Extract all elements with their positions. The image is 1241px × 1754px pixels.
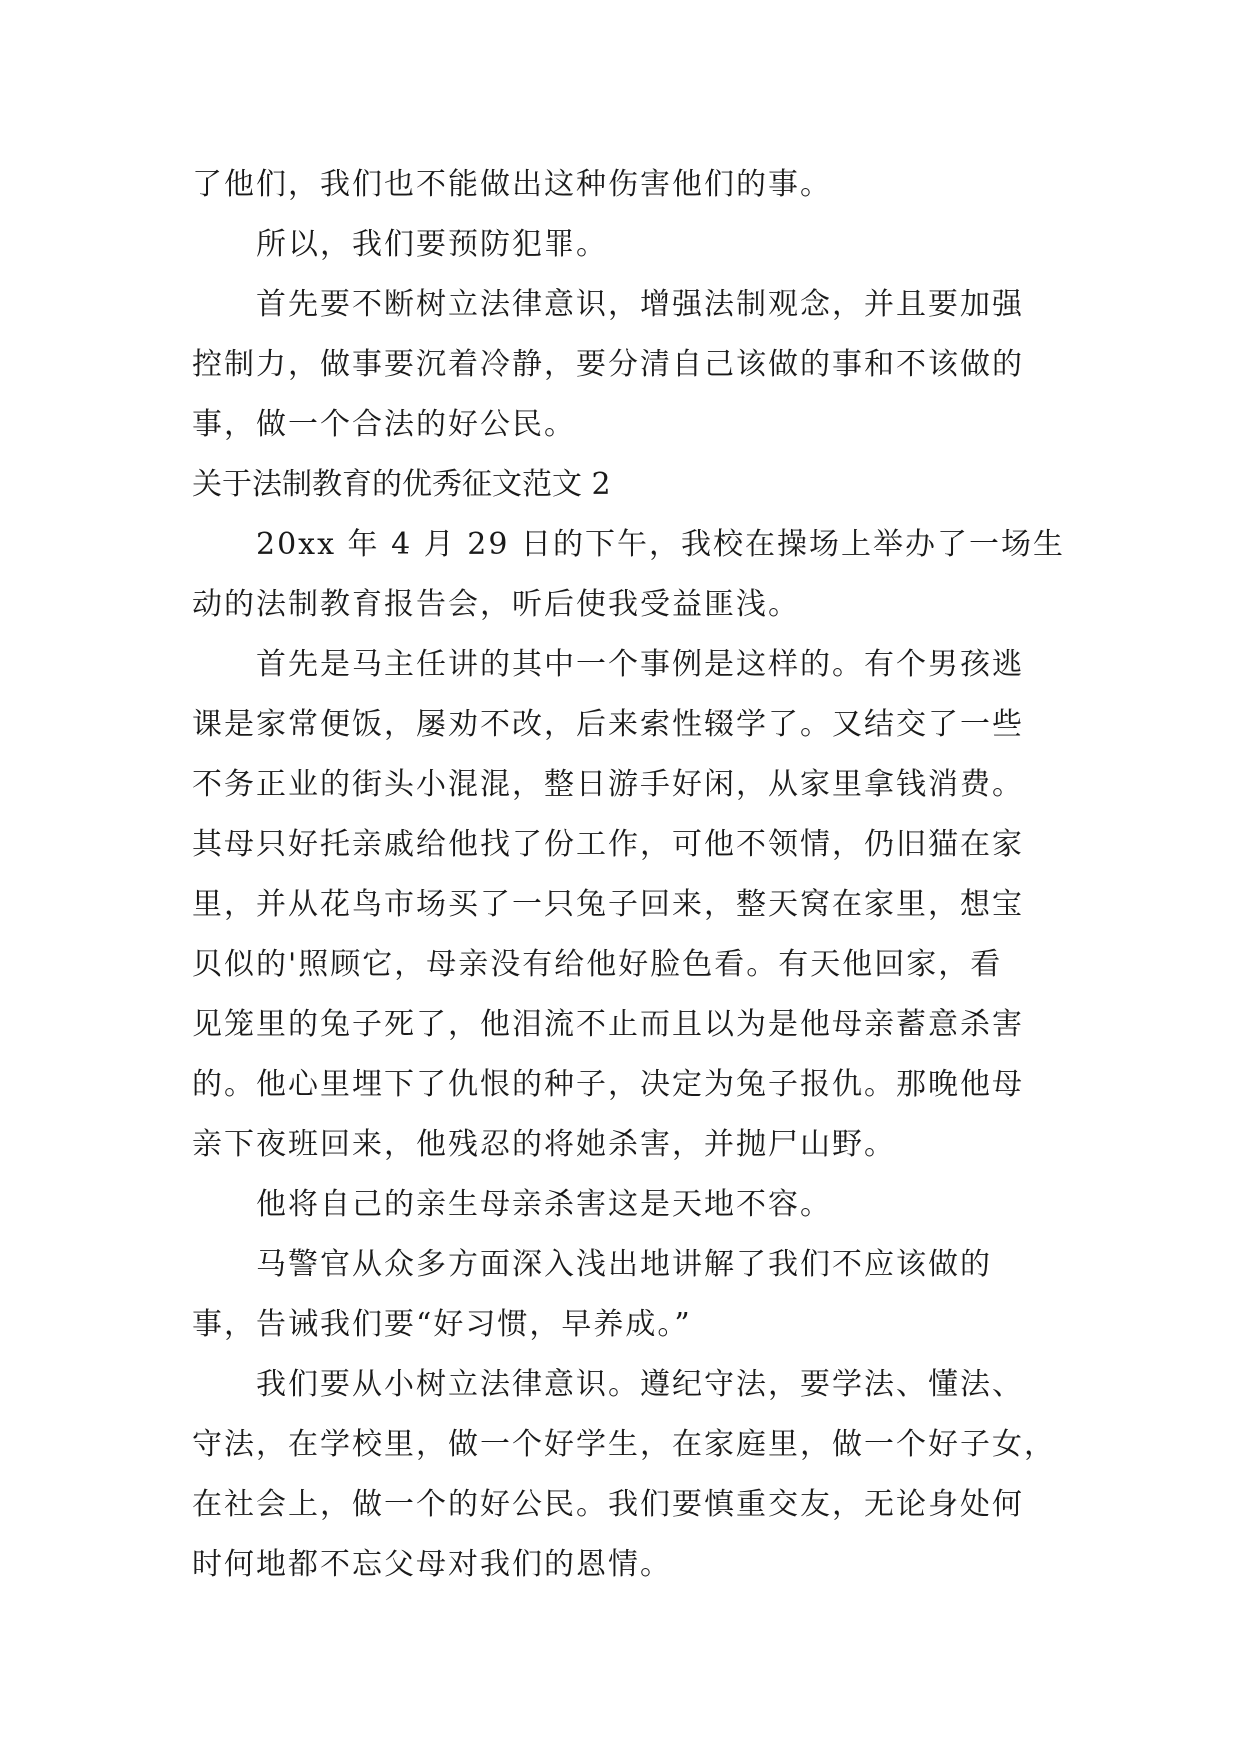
text-line: 动的法制教育报告会，听后使我受益匪浅。 [192, 587, 800, 622]
section-heading [192, 455, 1067, 515]
text-line: 了他们，我们也不能做出这种伤害他们的事。 [192, 167, 832, 202]
paragraph [192, 275, 1067, 455]
document-body [192, 155, 1067, 1595]
text-line: 亲下夜班回来，他残忍的将她杀害，并抛尸山野。 [192, 1127, 896, 1162]
text-line: 的。他心里埋下了仇恨的种子，决定为兔子报仇。那晚他母 [192, 1067, 1024, 1102]
text-line: 课是家常便饭，屡劝不改，后来索性辍学了。又结交了一些 [192, 707, 1024, 742]
text-line: 首先要不断树立法律意识，增强法制观念，并且要加强 [256, 287, 1024, 322]
text-line: 所以，我们要预防犯罪。 [256, 227, 608, 262]
text-line: 他将自己的亲生母亲杀害这是天地不容。 [256, 1187, 832, 1222]
text-line: 守法，在学校里，做一个好学生，在家庭里，做一个好子女， [192, 1427, 1056, 1462]
text-line: 时何地都不忘父母对我们的恩情。 [192, 1547, 672, 1582]
paragraph [192, 215, 1067, 275]
text-line: 事，做一个合法的好公民。 [192, 407, 576, 442]
heading-text: 关于法制教育的优秀征文范文 2 [192, 467, 611, 502]
text-line: 贝似的'照顾它，母亲没有给他好脸色看。有天他回家，看 [192, 947, 1003, 982]
text-line: 不务正业的街头小混混，整日游手好闲，从家里拿钱消费。 [192, 767, 1024, 802]
text-line: 在社会上，做一个的好公民。我们要慎重交友，无论身处何 [192, 1487, 1024, 1522]
text-line: 马警官从众多方面深入浅出地讲解了我们不应该做的 [256, 1247, 992, 1282]
text-line: 见笼里的兔子死了，他泪流不止而且以为是他母亲蓄意杀害 [192, 1007, 1024, 1042]
paragraph [192, 1235, 1067, 1355]
paragraph [192, 515, 1067, 635]
text-line: 里，并从花鸟市场买了一只兔子回来，整天窝在家里，想宝 [192, 887, 1024, 922]
text-line: 其母只好托亲戚给他找了份工作，可他不领情，仍旧猫在家 [192, 827, 1024, 862]
text-line: 事，告诫我们要“好习惯，早养成。” [192, 1307, 692, 1342]
text-line: 控制力，做事要沉着冷静，要分清自己该做的事和不该做的 [192, 347, 1024, 382]
paragraph [192, 1175, 1067, 1235]
text-line: 20xx 年 4 月 29 日的下午，我校在操场上举办了一场生 [256, 527, 1065, 562]
paragraph [192, 635, 1067, 1175]
paragraph [192, 155, 1067, 215]
text-line: 首先是马主任讲的其中一个事例是这样的。有个男孩逃 [256, 647, 1024, 682]
paragraph [192, 1355, 1067, 1595]
text-line: 我们要从小树立法律意识。遵纪守法，要学法、懂法、 [256, 1367, 1024, 1402]
